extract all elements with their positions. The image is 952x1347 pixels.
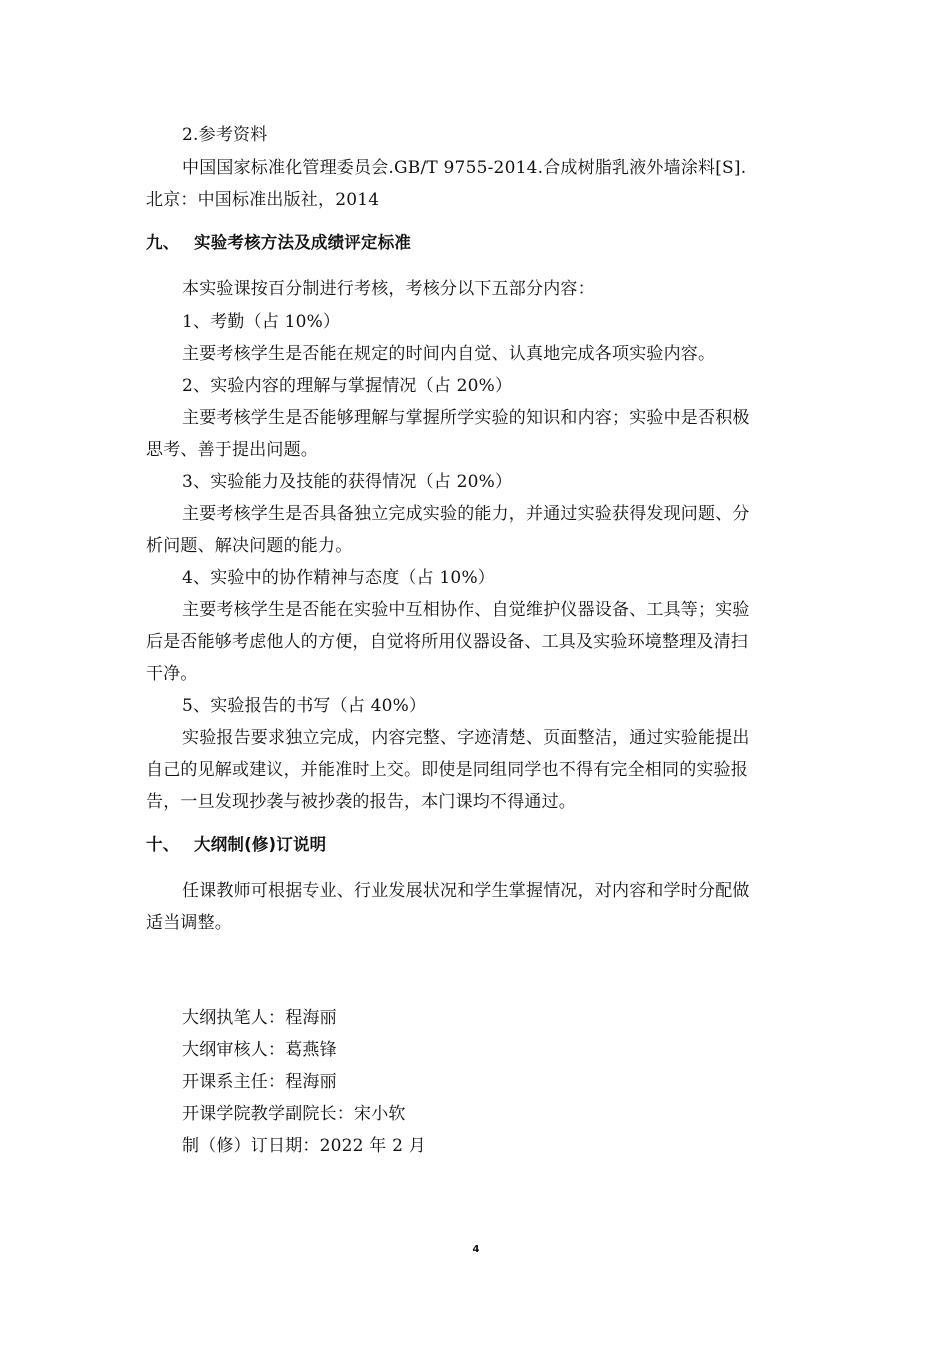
section-10-number: 十、 [146, 835, 180, 854]
page-number: 4 [472, 1244, 480, 1255]
signature-reviewer: 大纲审核人：葛燕锋 [182, 1040, 337, 1060]
item-3-title: 3、实验能力及技能的获得情况（占 20%） [182, 472, 513, 492]
item-2-title: 2、实验内容的理解与掌握情况（占 20%） [182, 376, 513, 396]
reference-citation-line-2: 北京：中国标准出版社，2014 [146, 190, 380, 210]
signature-vice-dean: 开课学院教学副院长：宋小软 [182, 1104, 406, 1124]
section-9-title: 实验考核方法及成绩评定标准 [194, 233, 412, 252]
item-4-text-line-3: 干净。 [146, 664, 198, 684]
references-subheading: 2.参考资料 [182, 125, 268, 145]
item-4-text-line-2: 后是否能够考虑他人的方便，自觉将所用仪器设备、工具及实验环境整理及清扫 [146, 632, 748, 652]
item-2-text-line-1: 主要考核学生是否能够理解与掌握所学实验的知识和内容；实验中是否积极 [182, 408, 750, 428]
item-5-text-line-1: 实验报告要求独立完成，内容完整、字迹清楚、页面整洁，通过实验能提出 [182, 728, 750, 748]
item-3-text-line-1: 主要考核学生是否具备独立完成实验的能力，并通过实验获得发现问题、分 [182, 504, 750, 524]
section-9-intro: 本实验课按百分制进行考核，考核分以下五部分内容： [182, 279, 595, 299]
item-4-text-line-1: 主要考核学生是否能在实验中互相协作、自觉维护仪器设备、工具等；实验 [182, 600, 750, 620]
reference-citation-line-1: 中国国家标准化管理委员会.GB/T 9755-2014.合成树脂乳液外墙涂料[S]. [182, 158, 747, 178]
item-5-title: 5、实验报告的书写（占 40%） [182, 696, 427, 716]
section-9-number: 九、 [146, 233, 180, 252]
item-2-text-line-2: 思考、善于提出问题。 [146, 440, 318, 460]
section-10-heading [146, 834, 816, 856]
signature-author: 大纲执笔人：程海丽 [182, 1008, 337, 1028]
item-1-title: 1、考勤（占 10%） [182, 312, 341, 332]
item-3-text-line-2: 析问题、解决问题的能力。 [146, 536, 353, 556]
signature-department-head: 开课系主任：程海丽 [182, 1072, 337, 1092]
item-5-text-line-2: 自己的见解或建议，并能准时上交。即使是同组同学也不得有完全相同的实验报 [146, 760, 748, 780]
section-10-text-line-1: 任课教师可根据专业、行业发展状况和学生掌握情况，对内容和学时分配做 [182, 881, 750, 901]
item-5-text-line-3: 告，一旦发现抄袭与被抄袭的报告，本门课均不得通过。 [146, 792, 576, 812]
section-9-heading [146, 232, 816, 254]
revision-date: 制（修）订日期：2022 年 2 月 [182, 1136, 426, 1156]
section-10-title: 大纲制(修)订说明 [194, 835, 327, 854]
item-4-title: 4、实验中的协作精神与态度（占 10%） [182, 568, 496, 588]
section-10-text-line-2: 适当调整。 [146, 913, 232, 933]
item-1-text-line-1: 主要考核学生是否能在规定的时间内自觉、认真地完成各项实验内容。 [182, 344, 716, 364]
